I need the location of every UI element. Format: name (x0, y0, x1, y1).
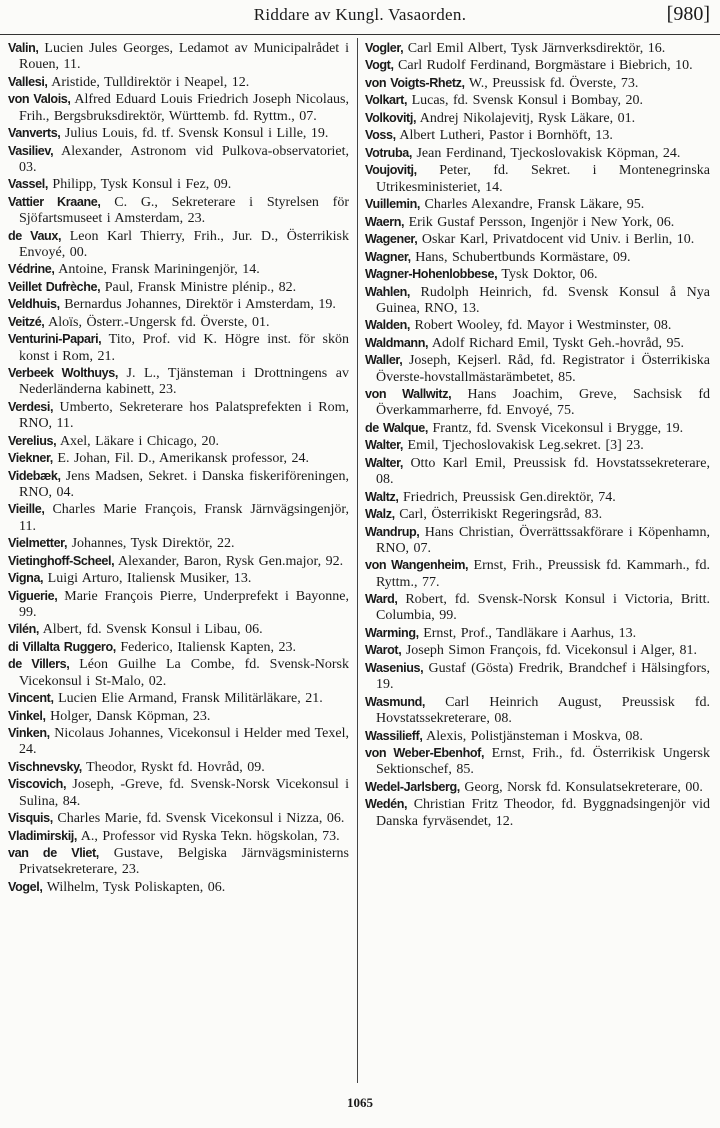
entry-text: Johannes, Tysk Direktör, 22. (67, 536, 235, 552)
entry-name: Védrine, (8, 262, 55, 277)
entry-text: Georg, Norsk fd. Konsulatsekreterare, 00. (459, 779, 703, 795)
running-title: Riddare av Kungl. Vasaorden. (253, 5, 467, 24)
register-entry (8, 450, 349, 467)
register-entry (8, 314, 349, 331)
entry-text: Lucien Elie Armand, Fransk Militärläkare, 21. (53, 691, 323, 707)
entry-name: Wagner-Hohenlobbese, (365, 267, 498, 282)
entry-name: Warming, (365, 625, 419, 640)
register-entry (365, 506, 710, 523)
entry-text: Adolf Richard Emil, Tyskt Geh.-hovråd, 95. (428, 335, 685, 351)
entry-name: Visquis, (8, 811, 53, 826)
entry-name: Vielmetter, (8, 536, 68, 551)
entry-name: Viscovich, (8, 777, 67, 792)
register-entry (365, 437, 710, 454)
entry-name: Waltz, (365, 489, 399, 504)
entry-text: Antoine, Fransk Mariningenjör, 14. (54, 262, 260, 278)
entry-text: Joseph Simon François, fd. Vicekonsul i Alger, 81. (401, 643, 697, 659)
entry-text: Charles Alexandre, Fransk Läkare, 95. (420, 197, 645, 213)
entry-text: Tito, Prof. vid K. Högre inst. för skön konst i Rom, 21. (19, 332, 349, 364)
entry-name: Walter, (365, 438, 404, 453)
entry-text: Leon Karl Thierry, Frih., Jur. D., Österrikisk Envoyé, 00. (19, 228, 349, 260)
entry-name: Vincent, (8, 691, 54, 706)
entry-text: Aloïs, Österr.-Ungersk fd. Överste, 01. (44, 314, 270, 330)
register-entry (8, 331, 349, 365)
register-entry (8, 776, 349, 810)
register-entry (365, 660, 710, 694)
register-entry (365, 231, 710, 248)
entry-text: Christian Fritz Theodor, fd. Byggnadsingenjör vid Danska fyrväsendet, 12. (376, 797, 710, 829)
entry-name: Voujovitj, (365, 163, 417, 178)
entry-text: Frantz, fd. Svensk Vicekonsul i Brygge, 19. (428, 420, 684, 436)
entry-text: J. L., Tjänsteman i Drottningens av Nederländerna kabinett, 23. (19, 366, 350, 398)
register-entry (365, 249, 710, 266)
entry-name: Vietinghoff-Scheel, (8, 553, 115, 568)
register-entry (365, 352, 710, 386)
entry-name: Wassilieff, (365, 728, 423, 743)
register-entry (8, 621, 349, 638)
entry-text: Hans Joachim, Greve, Sachsisk fd Överkammarherre, fd. Envoyé, 75. (376, 387, 710, 419)
register-entry (365, 694, 710, 728)
entry-name: Wedel-Jarlsberg, (365, 779, 460, 794)
register-entry (365, 75, 710, 92)
entry-name: Waldmann, (365, 335, 429, 350)
entry-text: Peter, fd. Sekret. i Montenegrinska Utrikesministeriet, 14. (376, 163, 710, 195)
entry-text: Ernst, Prof., Tandläkare i Aarhus, 13. (418, 625, 637, 641)
entry-text: Hans, Schubertbunds Kormästare, 09. (410, 249, 631, 265)
register-entry (365, 420, 710, 437)
register-entry (365, 745, 710, 779)
entry-text: Marie François Pierre, Underprefekt i Bayonne, 99. (19, 588, 349, 620)
entry-name: Walz, (365, 507, 395, 522)
register-entry (365, 57, 710, 74)
entry-name: Veldhuis, (8, 297, 60, 312)
entry-name: Volkovitj, (365, 110, 417, 125)
entry-name: van de Vliet, (8, 846, 99, 861)
entry-text: Rudolph Heinrich, fd. Svensk Konsul å Nya Guinea, RNO, 13. (376, 284, 710, 316)
register-entry (8, 399, 349, 433)
entry-name: Vassel, (8, 177, 48, 192)
entry-name: Wasmund, (365, 694, 426, 709)
register-entry (8, 725, 349, 759)
entry-name: Wahlen, (365, 284, 411, 299)
entry-name: von Voigts-Rhetz, (365, 75, 465, 90)
entry-name: Verdesi, (8, 399, 54, 414)
left-column (8, 40, 349, 896)
entry-text: Charles Marie, fd. Svensk Vicekonsul i Nizza, 06. (52, 811, 345, 827)
entry-text: Erik Gustaf Persson, Ingenjör i New York, 06. (404, 214, 675, 230)
entry-text: Alexander, Baron, Rysk Gen.major, 92. (114, 553, 344, 569)
entry-name: Vasiliev, (8, 143, 54, 158)
register-entry (8, 261, 349, 278)
register-entry (8, 365, 349, 399)
entry-text: Robert Wooley, fd. Mayor i Westminster, 08. (410, 318, 672, 334)
entry-name: Waern, (365, 214, 405, 229)
entry-name: Wagner, (365, 249, 411, 264)
register-entry (8, 91, 349, 125)
register-entry (365, 196, 710, 213)
entry-name: Vladimirskij, (8, 828, 77, 843)
entry-text: Carl Emil Albert, Tysk Järnverksdirektör, 16. (403, 41, 666, 56)
entry-name: von Wangenheim, (365, 558, 469, 573)
entry-name: Valin, (8, 41, 39, 55)
entry-text: Oskar Karl, Privatdocent vid Univ. i Berlin, 10. (417, 232, 695, 248)
entry-name: Vallesi, (8, 74, 48, 89)
column-divider (357, 38, 358, 1083)
register-entry (8, 588, 349, 622)
page-footer-number: 1065 (347, 1095, 373, 1110)
entry-name: von Weber-Ebenhof, (365, 745, 485, 760)
entry-text: Philipp, Tysk Konsul i Fez, 09. (47, 177, 232, 193)
register-entry (365, 317, 710, 334)
entry-text: Holger, Dansk Köpman, 23. (45, 708, 211, 724)
entry-text: Albert, fd. Svensk Konsul i Libau, 06. (38, 622, 263, 638)
register-entry (365, 266, 710, 283)
entry-text: Carl, Österrikiskt Regeringsråd, 83. (394, 507, 603, 523)
register-entry (365, 796, 710, 830)
register-entry (8, 228, 349, 262)
entry-name: Videbæk, (8, 468, 61, 483)
entry-text: Jean Ferdinand, Tjeckoslovakisk Köpman, 24. (411, 145, 681, 161)
entry-text: Albert Lutheri, Pastor i Bornhöft, 13. (395, 128, 613, 144)
register-entry (365, 284, 710, 318)
entry-text: W., Preussisk fd. Överste, 73. (464, 75, 639, 91)
register-entry (365, 625, 710, 642)
entry-text: Hans Christian, Överrättssakförare i Köpenhamn, RNO, 07. (376, 524, 710, 556)
register-entry (8, 296, 349, 313)
entry-name: Vogler, (365, 41, 404, 55)
entry-name: Vogel, (8, 879, 43, 894)
entry-name: Vischnevsky, (8, 759, 82, 774)
entry-text: Tysk Doktor, 06. (497, 267, 598, 283)
register-entry (365, 489, 710, 506)
entry-text: Lucas, fd. Svensk Konsul i Bombay, 20. (407, 93, 643, 109)
entry-text: Emil, Tjechoslovakisk Leg.sekret. [3] 23. (403, 438, 644, 454)
register-entry (365, 162, 710, 196)
page-header (0, 0, 720, 35)
entry-text: Carl Rudolf Ferdinand, Borgmästare i Biebrich, 10. (393, 58, 693, 74)
entry-name: von Valois, (8, 92, 71, 107)
register-entry (365, 728, 710, 745)
entry-text: C. G., Sekreterare i Styrelsen för Sjöfartsmuseet i Amsterdam, 23. (19, 194, 350, 227)
entry-text: Umberto, Sekreterare hos Palatsprefekten i Rom, RNO, 11. (19, 399, 349, 432)
entry-text: E. Johan, Fil. D., Amerikansk professor, 24. (52, 451, 309, 467)
entry-name: de Vaux, (8, 228, 62, 243)
entry-text: Paul, Fransk Ministre plénip., 82. (100, 279, 297, 295)
register-entry (8, 279, 349, 296)
register-entry (8, 143, 349, 177)
entry-name: Veitzé, (8, 314, 45, 329)
entry-name: Wedén, (365, 797, 408, 812)
register-entry (8, 639, 349, 656)
entry-text: Axel, Läkare i Chicago, 20. (56, 433, 220, 449)
entry-name: Vieille, (8, 502, 45, 517)
entry-name: Vinken, (8, 726, 50, 741)
entry-name: Vanverts, (8, 126, 61, 141)
register-entry (8, 656, 349, 690)
entry-text: Otto Karl Emil, Preussisk fd. Hovstatssekreterare, 08. (376, 455, 710, 488)
register-entry (8, 501, 349, 535)
entry-text: Carl Heinrich August, Preussisk fd. Hovstatssekreterare, 08. (376, 694, 710, 727)
register-entry (8, 759, 349, 776)
entry-text: Joseph, Kejserl. Råd, fd. Registrator i Österrikiska Överste-hovstallmästarämbetet, 85. (376, 353, 710, 385)
register-entry (365, 591, 710, 625)
entry-text: Federico, Italiensk Kapten, 23. (115, 639, 296, 655)
register-entry (8, 40, 349, 74)
register-entry (365, 386, 710, 420)
entry-text: Léon Guilhe La Combe, fd. Svensk-Norsk Vicekonsul i St-Malo, 02. (19, 657, 349, 689)
register-entry (8, 828, 349, 845)
entry-text: Lucien Jules Georges, Ledamot av Municipalrådet i Rouen, 11. (19, 41, 349, 73)
entry-text: Alexis, Polistjänsteman i Moskva, 08. (422, 728, 643, 744)
entry-text: Wilhelm, Tysk Poliskapten, 06. (42, 879, 226, 895)
entry-name: Vuillemin, (365, 197, 421, 212)
register-entry (8, 553, 349, 570)
register-entry (365, 455, 710, 489)
entry-text: Jens Madsen, Sekret. i Danska fiskeriföreningen, RNO, 04. (19, 468, 349, 500)
entry-text: Alfred Eduard Louis Friedrich Joseph Nicolaus, Frih., Bergsbruksdirektör, Württemb. fd. Ryttm., 07. (19, 92, 349, 124)
entry-text: Joseph, -Greve, fd. Svensk-Norsk Vicekonsul i Sulina, 84. (19, 777, 349, 809)
entry-name: Vilén, (8, 622, 39, 637)
entry-name: Verbeek Wolthuys, (8, 366, 118, 381)
bracket-page-number: [980] (666, 3, 710, 25)
entry-text: A., Professor vid Ryska Tekn. högskolan, 73. (77, 828, 340, 844)
register-entry (365, 127, 710, 144)
entry-text: Andrej Nikolajevitj, Rysk Läkare, 01. (416, 110, 636, 126)
entry-name: Vinkel, (8, 708, 46, 723)
entry-name: Votruba, (365, 145, 412, 160)
entry-text: Alexander, Astronom vid Pulkova-observatoriet, 03. (19, 143, 349, 175)
entry-text: Ernst, Frih., fd. Österrikisk Ungersk Sektionschef, 85. (376, 745, 710, 778)
register-entry (8, 74, 349, 91)
entry-text: Luigi Arturo, Italiensk Musiker, 13. (43, 571, 252, 587)
entry-name: Viekner, (8, 451, 53, 466)
entry-name: Walden, (365, 318, 411, 333)
entry-name: de Walque, (365, 420, 429, 435)
entry-name: di Villalta Ruggero, (8, 639, 116, 654)
entry-text: Aristide, Tulldirektör i Neapel, 12. (47, 74, 250, 90)
register-entry (8, 535, 349, 552)
register-entry (8, 194, 349, 228)
register-entry (365, 214, 710, 231)
entry-name: Vigna, (8, 571, 44, 586)
entry-text: Robert, fd. Svensk-Norsk Konsul i Victoria, Britt. Columbia, 99. (376, 592, 710, 624)
register-entry (365, 40, 710, 57)
entry-text: Nicolaus Johannes, Vicekonsul i Helder med Texel, 24. (19, 726, 349, 758)
register-entry (8, 708, 349, 725)
entry-name: Verelius, (8, 433, 57, 448)
entry-name: Voss, (365, 128, 396, 143)
entry-name: Warot, (365, 643, 402, 658)
register-entry (365, 110, 710, 127)
entry-text: Bernardus Johannes, Direktör i Amsterdam, 19. (59, 297, 336, 313)
register-entry (8, 433, 349, 450)
register-entry (8, 176, 349, 193)
entry-name: Wasenius, (365, 660, 424, 675)
register-entry (365, 92, 710, 109)
register-entry (365, 524, 710, 558)
entry-name: Wagener, (365, 232, 418, 247)
register-entry (8, 845, 349, 879)
entry-text: Gustaf (Gösta) Fredrik, Brandchef i Hälsingfors, 19. (376, 660, 710, 693)
register-entry (365, 557, 710, 591)
right-column (365, 40, 710, 830)
entry-name: Wandrup, (365, 524, 420, 539)
entry-name: Waller, (365, 353, 403, 368)
register-entry (8, 468, 349, 502)
register-entry (8, 690, 349, 707)
entry-name: Veillet Dufrèche, (8, 279, 101, 294)
entry-name: Volkart, (365, 93, 408, 108)
register-entry (365, 642, 710, 659)
entry-text: Theodor, Ryskt fd. Hovråd, 09. (81, 759, 265, 775)
register-entry (8, 570, 349, 587)
register-entry (8, 125, 349, 142)
entry-text: Gustave, Belgiska Järnvägsministerns Privatsekreterare, 23. (19, 846, 350, 878)
register-entry (8, 879, 349, 896)
entry-text: Julius Louis, fd. tf. Svensk Konsul i Lille, 19. (60, 126, 329, 142)
register-entry (365, 779, 710, 796)
entry-name: Walter, (365, 455, 404, 470)
entry-name: Venturini-Papari, (8, 332, 102, 347)
register-entry (8, 810, 349, 827)
entry-name: Ward, (365, 592, 398, 607)
entry-name: Vattier Kraane, (8, 194, 101, 209)
entry-text: Friedrich, Preussisk Gen.direktör, 74. (398, 489, 616, 505)
register-entry (365, 335, 710, 352)
entry-name: de Villers, (8, 657, 70, 672)
entry-name: Vogt, (365, 58, 394, 73)
register-entry (365, 145, 710, 162)
entry-text: Charles Marie François, Fransk Järnvägsingenjör, 11. (19, 502, 349, 534)
entry-text: Ernst, Frih., Preussisk fd. Kammarh., fd. Ryttm., 77. (376, 558, 710, 590)
entry-name: Viguerie, (8, 588, 58, 603)
entry-name: von Wallwitz, (365, 387, 452, 402)
